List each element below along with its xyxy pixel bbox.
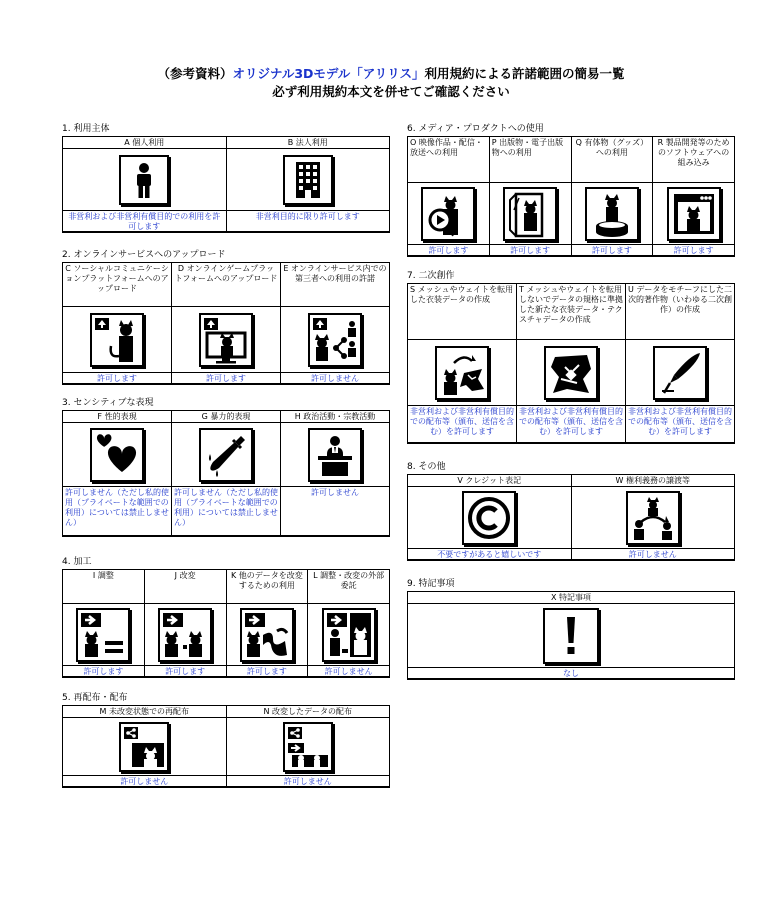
item-label: Q 有体物（グッズ）への利用 — [572, 137, 653, 183]
item-label: F 性的表現 — [63, 411, 171, 423]
item-status: 非営利および非営利有償目的での配布等（頒布、送信を含む）を許可します — [628, 407, 732, 436]
item-label: N 改変したデータの配布 — [227, 706, 390, 718]
item-status: 非営利目的に限り許可します — [255, 212, 360, 221]
exclamation-icon — [543, 608, 599, 664]
section-heading: 7. 二次創作 — [407, 271, 455, 281]
item-c — [63, 263, 172, 383]
item-label: M 未改変状態での再配布 — [63, 706, 226, 718]
distribute-modified-icon — [283, 722, 333, 772]
section-table — [407, 283, 735, 444]
item-status: 許可します — [428, 246, 469, 255]
title-model-name: オリジナル3Dモデル「アリリス」 — [232, 66, 425, 81]
item-status: 許可しません — [324, 667, 373, 676]
item-status: 許可します — [83, 667, 124, 676]
item-label: P 出版物・電子出版物への利用 — [490, 137, 571, 183]
item-j — [145, 570, 227, 676]
item-label: H 政治活動・宗教活動 — [281, 411, 389, 423]
section-media — [407, 124, 735, 257]
item-a — [63, 137, 227, 231]
section-table — [407, 591, 735, 680]
item-status: 非営利および非営利有償目的での利用を許可します — [68, 212, 221, 231]
item-label: I 調整 — [63, 570, 144, 604]
section-table — [62, 569, 390, 678]
item-s — [408, 284, 517, 442]
section-heading: 4. 加工 — [62, 557, 92, 567]
item-label: B 法人利用 — [227, 137, 390, 149]
item-status: 許可します — [97, 374, 137, 383]
item-p — [490, 137, 572, 255]
item-label: E オンラインサービス内での第三者への利用の許諾 — [281, 263, 389, 307]
section-sensitive — [62, 398, 390, 537]
podium-icon — [308, 428, 362, 482]
section-table — [62, 262, 390, 385]
section-heading: 6. メディア・プロダクトへの使用 — [407, 124, 544, 134]
item-v — [408, 475, 572, 559]
item-f — [63, 411, 172, 535]
section-heading: 1. 利用主体 — [62, 124, 110, 134]
item-t — [517, 284, 626, 442]
section-heading: 3. センシティブな表現 — [62, 398, 154, 408]
transfer-icon — [626, 491, 680, 545]
item-status: 非営利および非営利有償目的での配布等（頒布、送信を含む）を許可します — [410, 407, 514, 436]
item-status: 許可します — [246, 667, 287, 676]
item-label: X 特記事項 — [408, 592, 734, 604]
item-status: なし — [563, 669, 579, 678]
item-label: A 個人利用 — [63, 137, 226, 149]
item-d — [172, 263, 281, 383]
page-subtitle: 必ず利用規約本文を併せてご確認ください — [272, 84, 510, 99]
outsource-icon — [322, 608, 376, 662]
redistribute-icon — [119, 722, 169, 772]
use-for-modify-icon — [240, 608, 294, 662]
video-icon — [421, 187, 475, 241]
section-table — [62, 705, 390, 788]
item-label: V クレジット表記 — [408, 475, 571, 487]
item-label: J 改変 — [145, 570, 226, 604]
item-q — [572, 137, 654, 255]
item-e — [281, 263, 389, 383]
new-clothing-icon — [544, 346, 598, 400]
item-g — [172, 411, 281, 535]
item-label: C ソーシャルコミュニケーションプラットフォームへのアップロード — [63, 263, 171, 307]
copyright-icon — [462, 491, 516, 545]
title-suffix: 利用規約による許諾範囲の簡易一覧 — [424, 66, 625, 81]
item-status: 許可します — [510, 246, 551, 255]
page-title — [0, 66, 782, 82]
mesh-transfer-icon — [435, 346, 489, 400]
item-status: 許可します — [591, 246, 632, 255]
hearts-icon — [90, 428, 144, 482]
item-x — [408, 592, 734, 678]
section-processing — [62, 557, 390, 678]
building-icon — [283, 155, 333, 205]
figure-icon — [585, 187, 639, 241]
item-status: 許可しません — [311, 374, 359, 383]
item-status: 不要ですがあると嬉しいです — [437, 550, 542, 559]
item-status: 許可しません — [283, 777, 332, 786]
item-status: 許可しません — [120, 777, 169, 786]
section-derivative — [407, 271, 735, 444]
section-heading: 5. 再配布・配布 — [62, 693, 128, 703]
section-heading: 8. その他 — [407, 462, 446, 472]
section-heading: 9. 特記事項 — [407, 579, 455, 589]
item-label: O 映像作品・配信・放送への利用 — [408, 137, 489, 183]
upload-social-icon — [90, 313, 144, 367]
item-label: K 他のデータを改変するための利用 — [227, 570, 308, 604]
item-label: S メッシュやウェイトを転用した衣装データの作成 — [408, 284, 516, 340]
item-status: 許可しません（ただし私的使用（プライベートな範囲での利用）については禁止しません） — [174, 488, 278, 527]
item-status: 許可しません（ただし私的使用（プライベートな範囲での利用）については禁止しません） — [65, 488, 169, 527]
item-m — [63, 706, 227, 786]
item-status: 許可します — [673, 246, 714, 255]
item-label: G 暴力的表現 — [172, 411, 280, 423]
section-table — [62, 410, 390, 537]
item-status: 許可しません — [311, 488, 359, 497]
share-third-party-icon — [308, 313, 362, 367]
item-status: 許可します — [165, 667, 206, 676]
item-label: L 調整・改変の外部委託 — [308, 570, 389, 604]
section-upload — [62, 250, 390, 385]
item-n — [227, 706, 390, 786]
item-label: T メッシュやウェイトを転用しないでデータの規格に準拠した新たな衣装データ・テクスチャデータの作成 — [517, 284, 625, 340]
section-distribution — [62, 693, 390, 788]
item-k — [227, 570, 309, 676]
section-other — [407, 462, 735, 561]
section-table — [407, 474, 735, 561]
section-table — [407, 136, 735, 257]
person-icon — [119, 155, 169, 205]
item-i — [63, 570, 145, 676]
item-u — [626, 284, 734, 442]
section-table — [62, 136, 390, 233]
adjust-icon — [76, 608, 130, 662]
title-prefix: （参考資料） — [157, 66, 233, 81]
knife-icon — [199, 428, 253, 482]
pen-icon — [653, 346, 707, 400]
item-b — [227, 137, 390, 231]
publication-icon — [503, 187, 557, 241]
item-label: W 権利義務の譲渡等 — [572, 475, 735, 487]
software-icon — [667, 187, 721, 241]
section-special-notes — [407, 579, 735, 680]
section-heading: 2. オンラインサービスへのアップロード — [62, 250, 226, 260]
section-user — [62, 124, 390, 233]
item-w — [572, 475, 735, 559]
item-label: D オンラインゲームプラットフォームへのアップロード — [172, 263, 280, 307]
item-label: R 製品開発等のためのソフトウェアへの組み込み — [653, 137, 734, 183]
modify-icon — [158, 608, 212, 662]
item-h — [281, 411, 389, 535]
item-status: 許可しません — [628, 550, 677, 559]
item-r — [653, 137, 734, 255]
item-o — [408, 137, 490, 255]
item-label: U データをモチーフにした二次的著作物（いわゆる二次創作）の作成 — [626, 284, 734, 340]
item-l — [308, 570, 389, 676]
upload-game-icon — [199, 313, 253, 367]
item-status: 許可します — [206, 374, 246, 383]
item-status: 非営利および非営利有償目的での配布等（頒布、送信を含む）を許可します — [519, 407, 623, 436]
